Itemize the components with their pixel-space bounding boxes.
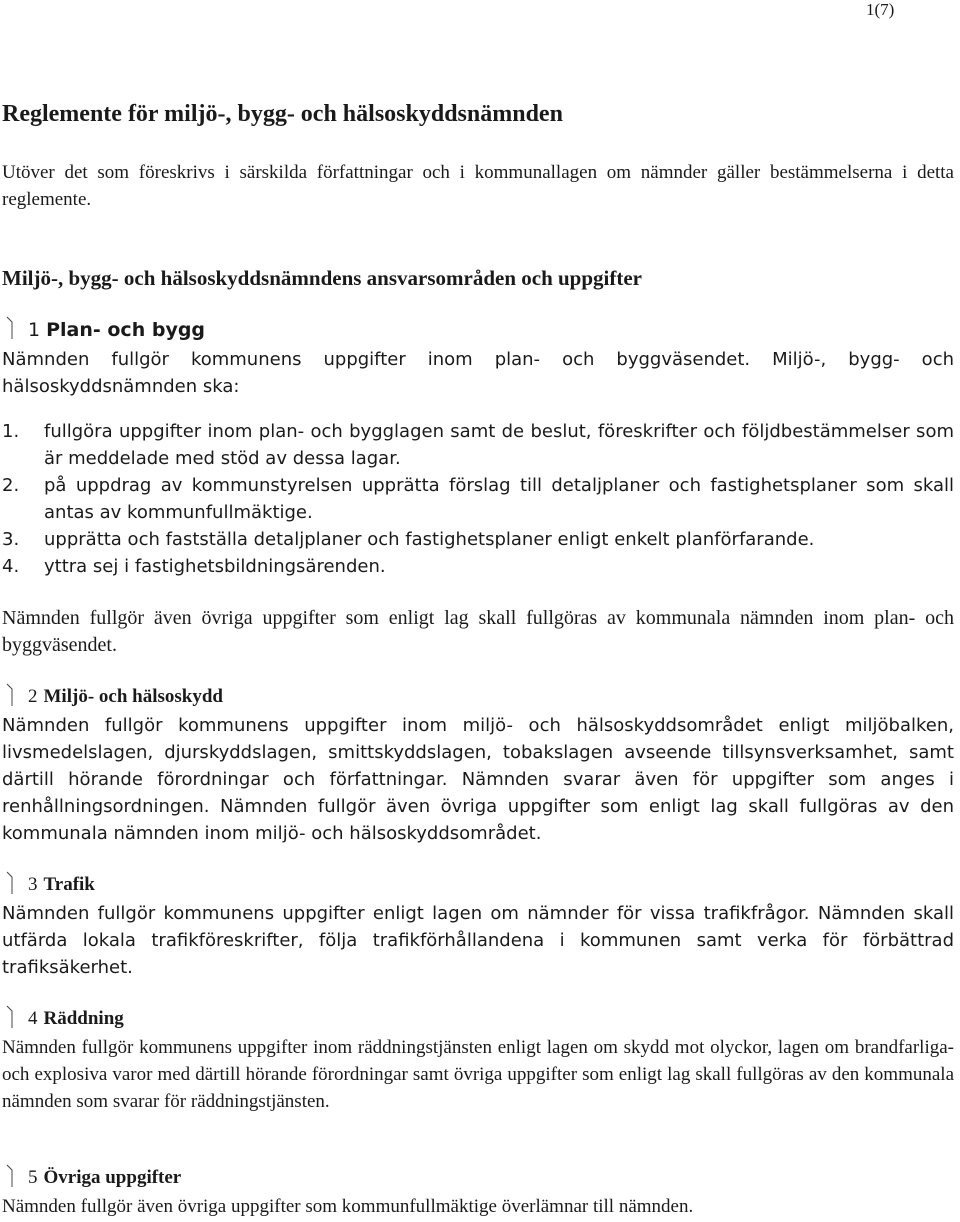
trafik-paragraph: Nämnden fullgör kommunens uppgifter enligt lagen om nämnder för vissa trafikfrågor. Nämnden skall utfärda lokala trafikföreskrifter, följa trafikförhållandena i kommunen samt verka för förbättrad trafiksäkerhet. (2, 903, 954, 978)
plan-intro: Nämnden fullgör kommunens uppgifter inom plan- och byggväsendet. Miljö-, bygg- och hälsoskyddsnämnden ska: (2, 349, 954, 397)
list-item (2, 526, 954, 553)
page-number: 1(7) (866, 0, 895, 19)
raddning-paragraph: Nämnden fullgör kommunens uppgifter inom räddningstjänsten enligt lagen om skydd mot olyckor, lagen om brandfarliga- och explosiva varor med därtill hörande förordningar samt övriga uppgifter som enligt lag skall fullgöras av den kommunala nämnden som svarar för räddningstjänsten. (2, 1037, 954, 1112)
subsection-number: 1 (28, 319, 41, 341)
subsection-heading-plan (2, 315, 205, 341)
subsection-number: 4 (28, 1008, 38, 1029)
list-item (2, 418, 954, 472)
subsection-number: 2 (28, 686, 38, 707)
subsection-heading-miljo (2, 682, 223, 708)
miljo-paragraph: Nämnden fullgör kommunens uppgifter inom miljö- och hälsoskyddsområdet enligt miljöbalken, livsmedelslagen, djurskyddslagen, smittskyddslagen, tobakslagen avseende tillsynsverksamhet, samt därtill hörande förordningar och författningar. Nämnden svarar även för uppgifter som anges i renhållningsordningen. Nämnden fullgör även övriga uppgifter som enligt lag skall fullgöras av den kommunala nämnden inom miljö- och hälsoskyddsområdet. (2, 715, 954, 844)
subsection-heading-trafik (2, 870, 95, 896)
section-heading: Miljö-, bygg- och hälsoskyddsnämndens ansvarsområden och uppgifter (2, 266, 643, 290)
plan-task-list (2, 418, 954, 580)
plan-outro: Nämnden fullgör även övriga uppgifter som enligt lag skall fullgöras av kommunala nämnden inom plan- och byggväsendet. (2, 607, 954, 656)
list-text: yttra sej i fastighetsbildningsärenden. (44, 556, 386, 577)
list-number: 2. (2, 475, 20, 496)
section-mark-icon (2, 870, 28, 896)
ovriga-paragraph: Nämnden fullgör även övriga uppgifter som kommunfullmäktige överlämnar till nämnden. (2, 1196, 694, 1217)
subsection-number: 3 (28, 874, 38, 895)
section-mark-icon (2, 1163, 28, 1189)
list-item (2, 472, 954, 526)
list-text: fullgöra uppgifter inom plan- och bygglagen samt de beslut, föreskrifter och följdbestämmelser som är meddelade med stöd av dessa lagar. (44, 421, 954, 469)
list-text: på uppdrag av kommunstyrelsen upprätta förslag till detaljplaner och fastighetsplaner som skall antas av kommunfullmäktige. (44, 475, 954, 523)
intro-paragraph: Utöver det som föreskrivs i särskilda författningar och i kommunallagen om nämnder gäller bestämmelserna i detta reglemente. (2, 162, 954, 210)
list-number: 1. (2, 421, 20, 442)
list-number: 3. (2, 529, 20, 550)
subsection-heading-ovriga (2, 1163, 181, 1189)
subsection-title: Övriga uppgifter (43, 1167, 182, 1188)
subsection-title: Räddning (43, 1008, 124, 1029)
document-title: Reglemente för miljö-, bygg- och hälsoskyddsnämnden (2, 101, 563, 127)
section-mark-icon (2, 315, 28, 341)
list-item (2, 553, 954, 580)
subsection-heading-raddning (2, 1004, 124, 1030)
list-number: 4. (2, 556, 20, 577)
section-mark-icon (2, 1004, 28, 1030)
subsection-title: Miljö- och hälsoskydd (43, 686, 223, 707)
list-text: upprätta och fastställa detaljplaner och fastighetsplaner enligt enkelt planförfarande. (44, 529, 815, 550)
section-mark-icon (2, 682, 28, 708)
subsection-title: Trafik (43, 874, 95, 895)
subsection-number: 5 (28, 1167, 38, 1188)
subsection-title: Plan- och bygg (46, 319, 206, 341)
